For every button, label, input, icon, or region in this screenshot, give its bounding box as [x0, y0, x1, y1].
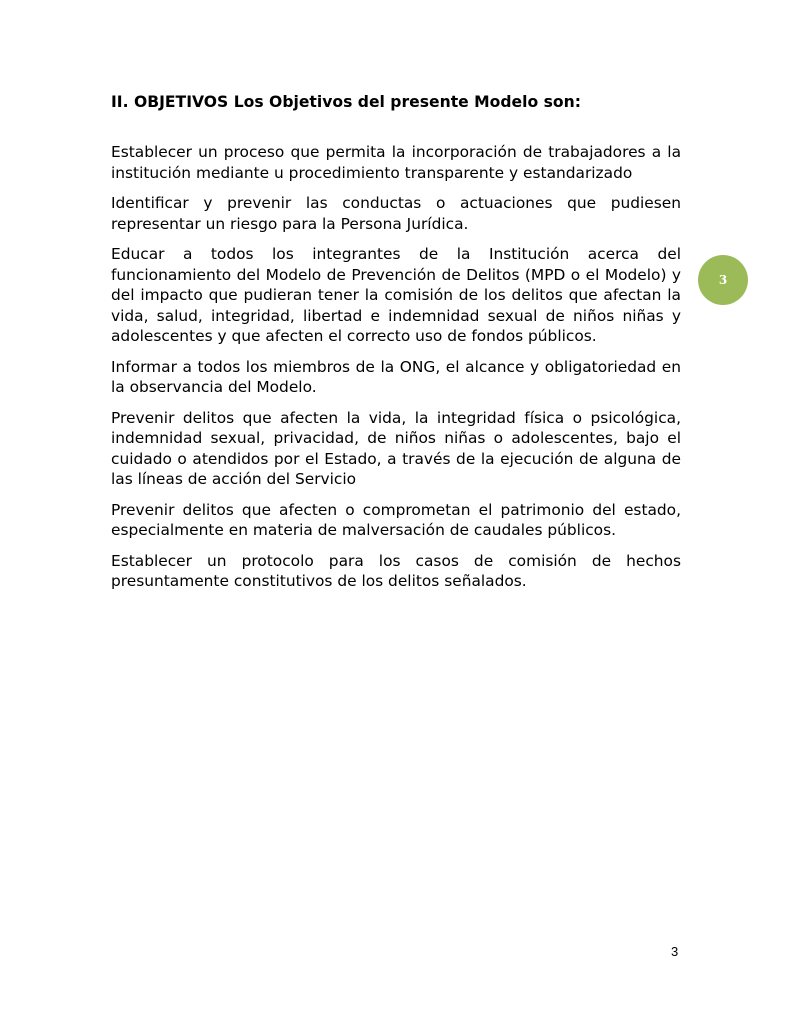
objective-paragraph: Educar a todos los integrantes de la Institución acerca del funcionamiento del Modelo de Prevención de Delitos (MPD o el Modelo) y del impacto que pudieran tener la comisión de los delitos que afectan la vida, salud, integridad, libertad e indemnidad sexual de niños niñas y adolescentes y que afecten el correcto uso de fondos públicos. [111, 245, 681, 345]
section-heading: II. OBJETIVOS Los Objetivos del presente Modelo son: [111, 93, 581, 111]
objective-paragraph: Informar a todos los miembros de la ONG, el alcance y obligatoriedad en la observancia del Modelo. [111, 357, 681, 396]
objective-paragraph: Prevenir delitos que afecten la vida, la integridad física o psicológica, indemnidad sexual, privacidad, de niños niñas o adolescentes, bajo el cuidado o atendidos por el Estado, a través de la ejecución de alguna de las líneas de acción del Servicio [111, 408, 681, 488]
page-number-footer: 3 [671, 944, 679, 959]
objective-paragraph: Establecer un proceso que permita la incorporación de trabajadores a la institución mediante u procedimiento transparente y estandarizado [111, 143, 681, 182]
objective-paragraph: Establecer un protocolo para los casos de comisión de hechos presuntamente constitutivos de los delitos señalados. [111, 551, 681, 590]
objective-paragraph: Prevenir delitos que afecten o comprometan el patrimonio del estado, especialmente en materia de malversación de caudales públicos. [111, 500, 681, 539]
page-number-badge: 3 [698, 255, 748, 305]
objective-paragraph: Identificar y prevenir las conductas o actuaciones que pudiesen representar un riesgo para la Persona Jurídica. [111, 194, 681, 233]
objectives-list [111, 142, 681, 602]
